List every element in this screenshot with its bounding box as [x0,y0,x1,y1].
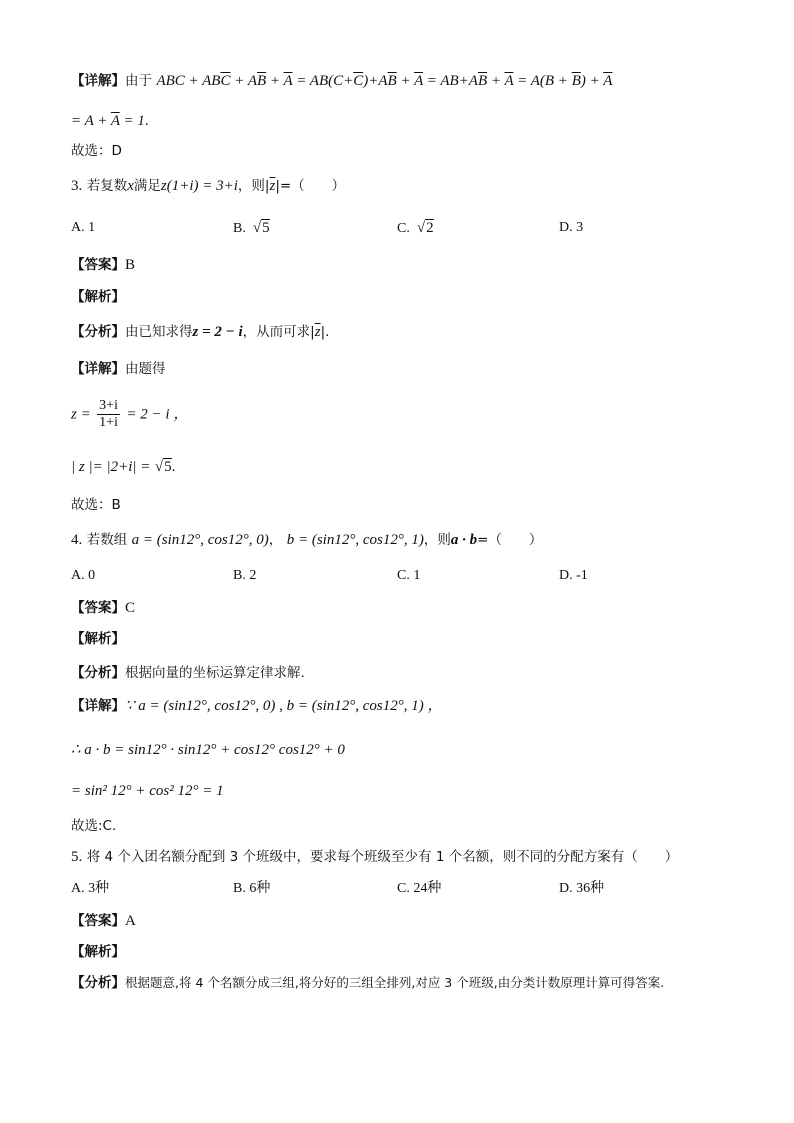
fraction-result: = 2 − i ， [126,406,189,423]
question-4 [71,531,542,549]
question-text-mid: 满足 [133,178,161,194]
fraction-denominator: 1+i [99,415,118,430]
analysis-label-4: 【分析】 [71,665,125,681]
answer-select-2: 故选：D [71,143,122,159]
vector-a: a = (sin12°, cos12°, 0) [131,532,269,548]
option-b-5: B. 6种 [233,881,271,896]
modulus-end: . [171,459,176,475]
question-3 [71,177,345,195]
sqrt-5: √5 [252,220,270,236]
sqrt-2-value: 2 [426,220,434,236]
answer-value-4: C [125,600,136,616]
answer-select-4: 故选:C. [71,818,117,834]
option-b-label: B. [233,221,246,236]
dot-product-result: = sin² 12° + cos² 12° = 1 [71,783,224,799]
detail-row-3 [71,360,166,378]
answer-tag-5: 【答案】 [71,913,125,929]
z-expression: z = 2 − i [192,324,243,340]
result-dot: . [144,113,149,129]
question-text-mid2: ，则| [237,178,270,194]
question-number-5: 5. [71,849,83,865]
detail-text-3: 由题得 [125,361,166,377]
option-b [233,219,270,238]
detail-tag-3: 【详解】 [71,361,125,377]
option-c-4: C. 1 [397,568,421,583]
detail-line-1 [71,72,612,90]
analysis-tag-5: 【解析】 [71,944,125,960]
question-text-end: |=（ ） [275,178,346,194]
option-a-4: A. 0 [71,568,96,583]
answer-row-4 [71,599,135,617]
option-a-5: A. 3种 [71,881,110,896]
z-equals: z = [71,406,91,423]
analysis-tag-3: 【解析】 [71,289,125,305]
detail-row-4 [71,697,443,715]
detail-prefix: 由于 [125,73,152,89]
option-d-5: D. 36种 [559,881,605,896]
sqrt-2: √2 [416,220,434,236]
option-c [397,219,434,238]
dot-product: a · b [450,532,478,548]
sqrt-5-value: 5 [262,220,270,236]
detail-line-2 [71,112,149,130]
analysis-text-5: 根据题意,将 4 个名额分成三组,将分好的三组全排列,对应 3 个班级,由分类计数原理计算可得答案. [125,975,665,990]
sqrt-5-result: √5 [154,459,172,475]
boolean-result: = $A + \overline{A} = 1$ [71,113,145,129]
boolean-expression: ABC + $AB\overline{C} + A\overline{B} + \overline{A} = AB(C+\overline{C})+A\overline{B} + \overline{A} = AB+A\overline{B} + \overline{A} = A(B + \overline{B}) + \overline{A}$ [156,73,613,89]
dot-product-expansion: ∴ a · b = sin12° · sin12° + cos12° cos12° + 0 [71,742,345,758]
analysis-text-1: 由已知求得 [125,324,193,340]
answer-row-5 [71,912,136,930]
question-number-4: 4. [71,532,83,548]
option-c-label: C. [397,221,410,236]
separator: ， [268,532,283,548]
analysis-tag-4: 【解析】 [71,631,125,647]
option-c-5: C. 24种 [397,881,442,896]
question-text-4: 若数组 [86,532,128,548]
z-bar-2: $\overline{z}$ [314,324,321,340]
analysis-text-end: |. [320,324,330,340]
question-text-4-mid: ，则 [423,532,451,548]
sqrt-5-result-value: 5 [164,459,172,475]
option-a: A. 1 [71,220,96,235]
detail-tag: 【详解】 [71,73,125,89]
option-b-4: B. 2 [233,568,257,583]
vector-b: b = (sin12°, cos12°, 1) [286,532,424,548]
variable-x: x [127,178,134,194]
z-bar: $\overline{z}$ [269,178,276,194]
question-text: 若复数 [86,178,128,194]
question-5 [71,848,678,866]
analysis-label-5: 【分析】 [71,975,125,991]
modulus-equation [71,458,175,476]
answer-value: B [125,257,136,273]
option-d-4: D. -1 [559,568,588,583]
answer-select-3: 故选：B [71,497,121,513]
fraction [97,398,120,431]
analysis-text-2: ，从而可求| [242,324,315,340]
question-text-4-end: =（ ） [477,532,543,548]
answer-value-5: A [125,913,136,929]
answer-tag: 【答案】 [71,257,125,273]
question-number: 3. [71,178,83,194]
analysis-row-4 [71,664,305,682]
equation: z(1+i) = 3+i [160,178,238,194]
analysis-label: 【分析】 [71,324,125,340]
detail-tag-4: 【详解】 [71,698,125,714]
analysis-text-4: 根据向量的坐标运算定律求解. [125,665,305,681]
fraction-equation [71,398,188,438]
option-d: D. 3 [559,220,584,235]
answer-tag-4: 【答案】 [71,600,125,616]
answer-row-3 [71,256,135,274]
detail-expr-4: ∵ a = (sin12°, cos12°, 0) , b = (sin12°, cos12°, 1) ， [125,698,443,714]
modulus-pre: | z |= |2+i| = [71,459,151,475]
analysis-row-5 [71,974,664,993]
analysis-row-3 [71,323,329,341]
fraction-numerator: 3+i [99,398,118,413]
question-text-5: 将 4 个入团名额分配到 3 个班级中，要求每个班级至少有 1 个名额，则不同的分配方案有（ ） [86,849,679,865]
